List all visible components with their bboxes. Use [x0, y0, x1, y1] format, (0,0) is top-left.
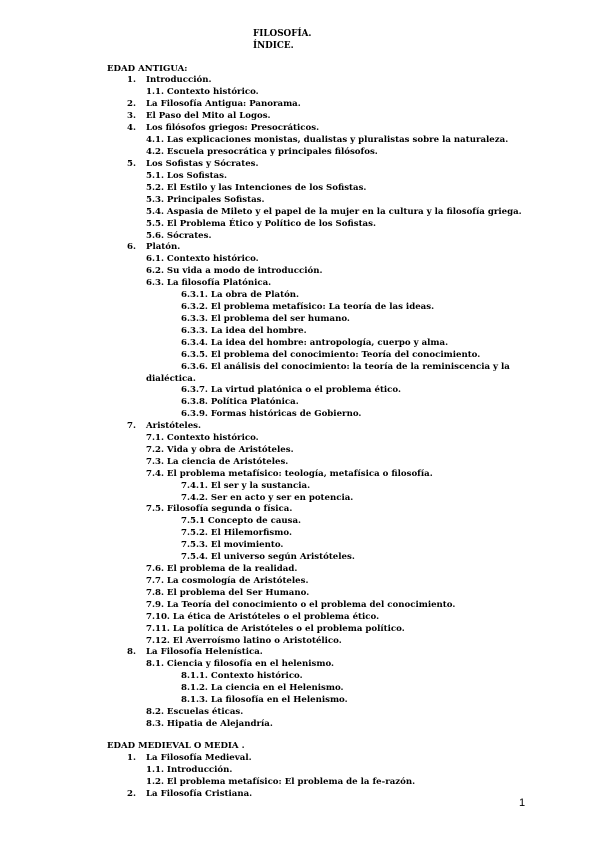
toc-entry: 4. Los filósofos griegos: Presocráticos.	[127, 123, 320, 133]
toc-entry: 6.3.2. El problema metafísico: La teoría de las ideas.	[181, 302, 435, 312]
toc-entry: 7.5.3. El movimiento.	[181, 540, 284, 550]
toc-entry: 5. Los Sofistas y Sócrates.	[127, 159, 259, 169]
toc-entry: 1.2. El problema metafísico: El problema de la fe-razón.	[146, 777, 416, 787]
toc-entry: 7.9. La Teoría del conocimiento o el problema del conocimiento.	[146, 600, 456, 610]
document-subtitle: ÍNDICE.	[253, 41, 294, 51]
toc-entry: 5.6. Sócrates.	[146, 231, 212, 241]
toc-entry: 1. La Filosofía Medieval.	[127, 753, 252, 763]
toc-entry: 7.5.1 Concepto de causa.	[181, 516, 302, 526]
toc-entry: 6.3.3. El problema del ser humano.	[181, 314, 350, 324]
toc-entry: 6.3.1. La obra de Platón.	[181, 290, 300, 300]
toc-entry: 8.2. Escuelas éticas.	[146, 707, 244, 717]
toc-entry: 8.1.1. Contexto histórico.	[181, 671, 303, 681]
toc-entry: 7.3. La ciencia de Aristóteles.	[146, 457, 289, 467]
toc-entry: 7.11. La política de Aristóteles o el problema político.	[146, 624, 405, 634]
toc-entry: 7.1. Contexto histórico.	[146, 433, 259, 443]
toc-entry: 1. Introducción.	[127, 75, 212, 85]
toc-entry: 6.3.7. La virtud platónica o el problema ético.	[181, 385, 401, 395]
title-block	[253, 28, 311, 52]
toc-entry: 8. La Filosofía Helenística.	[127, 647, 263, 657]
document-title: FILOSOFÍA.	[253, 29, 312, 39]
toc-entry: 7. Aristóteles.	[127, 421, 201, 431]
toc-entry: 1.1. Contexto histórico.	[146, 87, 259, 97]
toc-entry-continuation: dialéctica.	[146, 374, 196, 384]
toc-entry: 4.1. Las explicaciones monistas, dualistas y pluralistas sobre la naturaleza.	[146, 135, 509, 145]
toc-entry: 7.4.1. El ser y la sustancia.	[181, 481, 311, 491]
page-number: 1	[519, 797, 526, 809]
toc-entry: 6.1. Contexto histórico.	[146, 254, 259, 264]
toc-entry: 8.3. Hipatia de Alejandría.	[146, 719, 273, 729]
toc-entry: 7.5.4. El universo según Aristóteles.	[181, 552, 355, 562]
toc-entry: 6.3.3. La idea del hombre.	[181, 326, 307, 336]
toc-entry: 7.10. La ética de Aristóteles o el problema ético.	[146, 612, 380, 622]
toc-entry: 1.1. Introducción.	[146, 765, 233, 775]
toc-entry: 6.2. Su vida a modo de introducción.	[146, 266, 323, 276]
toc-entry: 8.1. Ciencia y filosofía en el helenismo.	[146, 659, 335, 669]
toc-entry: 6.3. La filosofía Platónica.	[146, 278, 272, 288]
toc-entry: 7.2. Vida y obra de Aristóteles.	[146, 445, 294, 455]
toc-entry: 5.2. El Estilo y las Intenciones de los Sofistas.	[146, 183, 367, 193]
toc-entry: 7.5. Filosofía segunda o física.	[146, 504, 293, 514]
toc-entry: 5.4. Aspasia de Mileto y el papel de la mujer en la cultura y la filosofía griega.	[146, 207, 522, 217]
section-heading: EDAD MEDIEVAL O MEDIA .	[107, 741, 245, 751]
toc-entry: 6. Platón.	[127, 242, 181, 252]
toc-entry: 7.4. El problema metafísico: teología, metafísica o filosofía.	[146, 469, 433, 479]
toc-entry: 7.6. El problema de la realidad.	[146, 564, 298, 574]
toc-entry: 8.1.3. La filosofía en el Helenismo.	[181, 695, 348, 705]
toc-entry: 2. La Filosofía Cristiana.	[127, 789, 253, 799]
toc-entry: 5.5. El Problema Ético y Político de los Sofistas.	[146, 219, 376, 229]
toc-entry: 8.1.2. La ciencia en el Helenismo.	[181, 683, 344, 693]
toc-entry: 6.3.6. El análisis del conocimiento: la teoría de la reminiscencia y la	[181, 362, 510, 372]
toc-entry: 2. La Filosofía Antigua: Panorama.	[127, 99, 301, 109]
toc-entry: 7.8. El problema del Ser Humano.	[146, 588, 310, 598]
toc-entry: 3. El Paso del Mito al Logos.	[127, 111, 271, 121]
toc-entry: 4.2. Escuela presocrática y principales filósofos.	[146, 147, 378, 157]
toc-entry: 5.1. Los Sofistas.	[146, 171, 227, 181]
toc-entry: 6.3.5. El problema del conocimiento: Teoría del conocimiento.	[181, 350, 481, 360]
toc-entry: 6.3.8. Política Platónica.	[181, 397, 299, 407]
toc-entry: 7.7. La cosmología de Aristóteles.	[146, 576, 309, 586]
toc-entry: 7.4.2. Ser en acto y ser en potencia.	[181, 493, 354, 503]
toc-entry: 6.3.9. Formas históricas de Gobierno.	[181, 409, 362, 419]
toc-entry: 5.3. Principales Sofistas.	[146, 195, 265, 205]
toc-entry: 7.12. El Averroísmo latino o Aristotélico.	[146, 636, 342, 646]
section-heading: EDAD ANTIGUA:	[107, 64, 188, 74]
toc-entry: 7.5.2. El Hilemorfismo.	[181, 528, 292, 538]
toc-entry: 6.3.4. La idea del hombre: antropología, cuerpo y alma.	[181, 338, 449, 348]
